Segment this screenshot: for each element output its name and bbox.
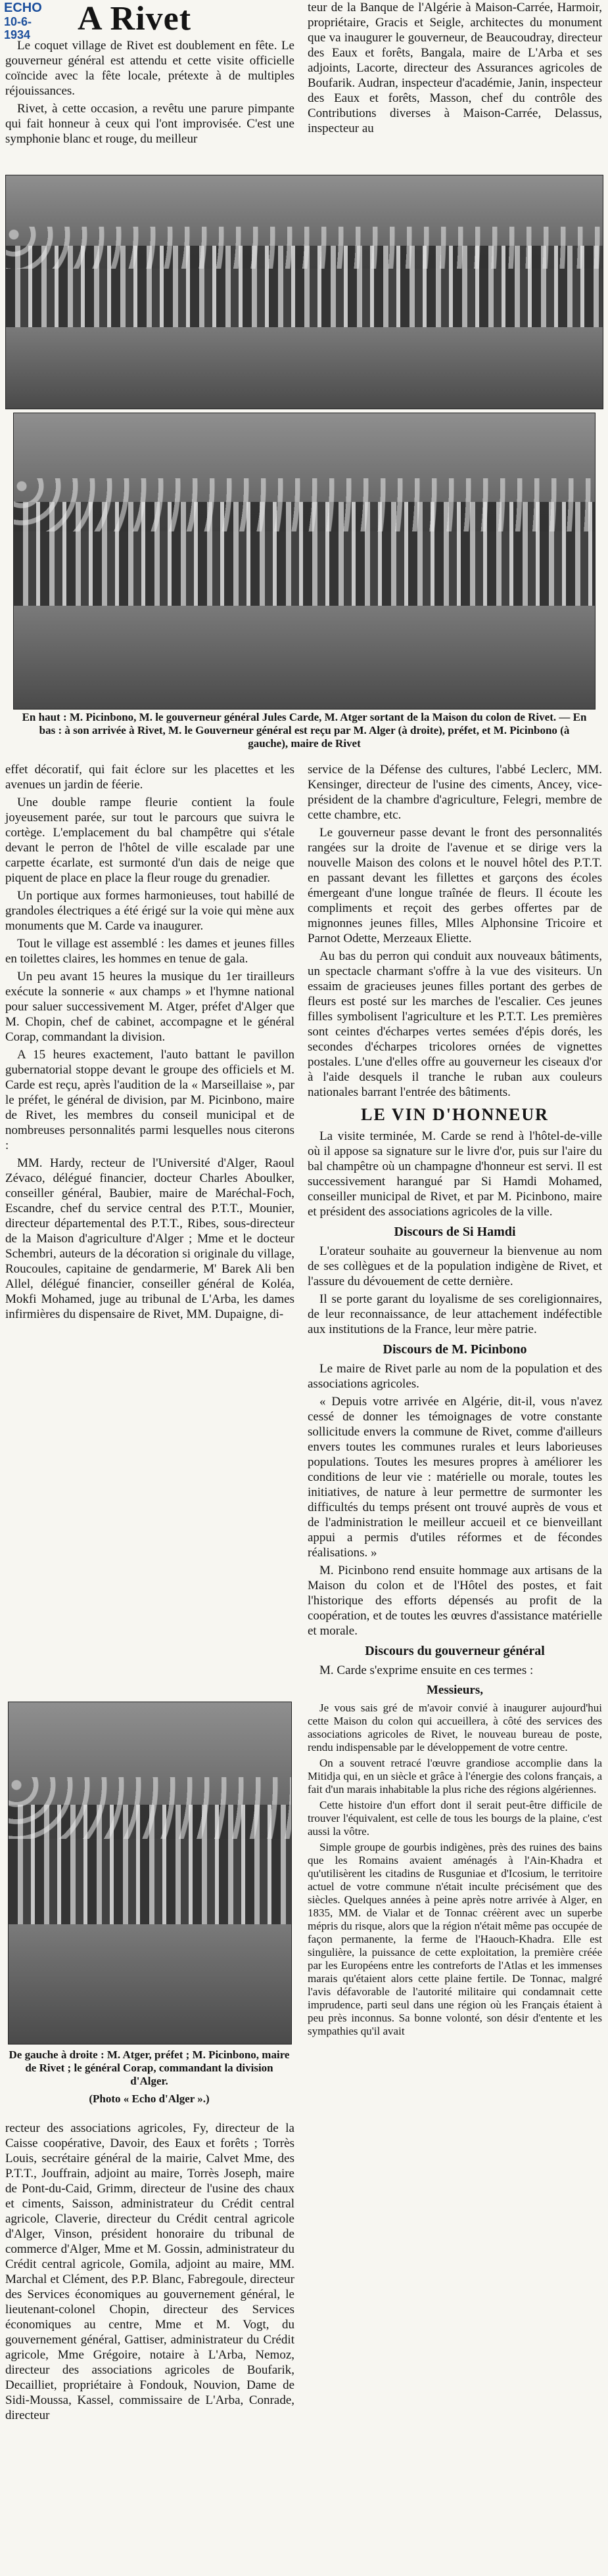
photo-credit: (Photo « Echo d'Alger ».): [89, 2092, 210, 2105]
gouv-paragraph-1: Je vous sais gré de m'avoir convié à inaugurer aujourd'hui cette Maison du colon qui accueillera, à côté des services des associations agricoles de Rivet, le nouveau bureau de poste, rendu indispensable par le développement de votre centre.: [308, 1702, 602, 1753]
gouv-paragraph-2: On a souvent retracé l'œuvre grandiose accomplie dans la Mitidja qui, en un siècle et grâce à l'énergie des colons français, a fait d'un marais inhabitable la plus riche des régions algériennes.: [308, 1757, 602, 1796]
photo-arrival-governor: [13, 413, 596, 710]
hamdi-paragraph-1: L'orateur souhaite au gouverneur la bienvenue au nom de ses collègues et de la population indigène de Rivet, et l'assure du dévouement de cette dernière.: [308, 1244, 602, 1288]
masthead: [4, 1, 50, 41]
intro-paragraph-1: Le coquet village de Rivet est doublement en fête. Le gouverneur général est attendu et cette visite officielle coïncide avec la fête locale, prétexte à de multiples réjouissances.: [5, 39, 294, 98]
right-paragraph-1: service de la Défense des cultures, l'abbé Leclerc, MM. Kensinger, directeur de l'usine des ciments, Ancey, vice-président de la chambre d'agriculture, Felegri, membre de cette chambre, etc.: [308, 763, 602, 822]
left-paragraph-5: Un peu avant 15 heures la musique du 1er tirailleurs exécute la sonnerie « aux champs » et l'hymne national pour saluer successivement M. Atger, préfet d'Alger que M. Chopin, chef de cabinet, accompagne et le général Corap, commandant la division.: [5, 970, 294, 1044]
salutation: Messieurs,: [426, 1683, 483, 1697]
gouv-paragraph-3: Cette histoire d'un effort dont il serait peut-être difficile de trouver l'équivalent, est celle de tous les bourgs de la plaine, c'est aussi la vôtre.: [308, 1799, 602, 1838]
section-heading-vin-d-honneur: LE VIN D'HONNEUR: [361, 1105, 549, 1124]
photo-top-officials: [5, 175, 603, 409]
left-paragraph-1: effet décoratif, qui fait éclore sur les placettes et les avenues un jardin de féerie.: [5, 763, 294, 792]
section-heading-si-hamdi: Discours de Si Hamdi: [394, 1225, 516, 1239]
bottom-left-paragraph: recteur des associations agricoles, Fy, directeur de la Caisse coopérative, Davoir, des Eaux et forêts ; Torrès Louis, secrétaire général de la mairie, Calvet Mme, des P.T.T., Jouffrain, adjoint au maire, Torrès Joseph, maire de Pont-du-Caid, Grimm, directeur de l'usine des chaux et ciments, Saisson, administrateur du Crédit central agricole, Claverie, directeur du Crédit central agricole d'Alger, Vinson, président honoraire du tribunal de commerce d'Alger, Mme et M. Gossin, administrateur du Crédit central agricole, Gomila, adjoint au maire, MM. Marchal et Clément, des P.P. Blanc, Fabregoule, directeur des Services économiques au gouvernement général, le lieutenant-colonel Chopin, directeur des Services économiques au centre, Mme et M. Vogt, du gouvernement général, Gattiser, administrateur du Crédit agricole, Mme Grégoire, notaire à L'Arba, Nemoz, directeur des associations agricoles de Boufarik, Decailliet, propriétaire à Fondouk, Nouvion, Dame de Sidi-Moussa, Kassel, commissaire de L'Arba, Conrade, directeur: [5, 2121, 294, 2422]
right-paragraph-2: Le gouverneur passe devant le front des personnalités rangées sur la droite de l'avenue et se dirige vers la nouvelle Maison des colons et le nouvel hôtel des P.T.T. en passant devant les fillettes et garçons des écoles émergeant d'une longue traînée de fleurs. Il écoute les compliments et reçoit des gerbes offertes par de mignonnes jeunes filles, Mlles Alphonsine Tricoire et Parnot Odette, Merzeaux Eliette.: [308, 826, 602, 945]
section-heading-gouverneur: Discours du gouverneur général: [365, 1644, 545, 1658]
picinbono-paragraph-2: « Depuis votre arrivée en Algérie, dit-il, vous n'avez cessé de donner les témoignages de votre constante sollicitude envers la commune de Rivet, comme d'ailleurs envers toutes les communes rurales et leurs laborieuses populations. Toutes les mesures propres à améliorer les conditions de leur vie : matérielle ou morale, toutes les initiatives, de nature à leur permettre de surmonter les difficultés du temps présent ont trouvé auprès de vous et de l'administration le meilleur accueil et ce bienveillant appui a permis d'utiles réformes et de fécondes réalisations. »: [308, 1395, 602, 1560]
intro-right-paragraph: teur de la Banque de l'Algérie à Maison-Carrée, Harmoir, propriétaire, Gracis et Seigle, architectes du monument que va inaugurer le gouverneur, de Beaucoudray, directeur des Eaux et forêts, Bangala, maire de L'Arba et ses adjoints, Lacorte, directeur des Assurances agricoles de Boufarik. Audran, inspecteur d'académie, Janin, inspecteur des Eaux et forêts, Masson, chef du contrôle des Contributions diverses à Maison-Carrée, Delassus, inspecteur au: [308, 1, 602, 135]
gouv-intro: M. Carde s'exprime ensuite en ces termes :: [319, 1663, 534, 1677]
left-paragraph-2: Une double rampe fleurie contient la foule joyeusement parée, sur tout le parcours que suivra le cortège. L'emplacement du bal champêtre qui s'étale devant le perron de l'hôtel de ville escalade par une carpette écarlate, est surmonté d'un dais de neige que piquent de place en place la fleur rouge du grenadier.: [5, 796, 294, 885]
hamdi-paragraph-2: Il se porte garant du loyalisme de ses coreligionnaires, de leur reconnaissance, de leur attachement indéfectible aux institutions de la France, leur mère patrie.: [308, 1292, 602, 1336]
right-paragraph-3: Au bas du perron qui conduit aux nouveaux bâtiments, un spectacle charmant s'offre à la vue des visiteurs. Un essaim de gracieuses jeunes filles portant des gerbes de fleurs est posté sur les marches de l'escalier. Ces jeunes filles symbolisent l'agriculture et les P.T.T. Les premières sont ceintes d'écharpes vertes semées d'épis dorés, les secondes d'écharpes tricolores ornées de vignettes postales. L'une d'elles offre au gouverneur les ciseaux d'or à l'aide desquels il tranche le ruban aux couleurs nationales barrant l'entrée des bâtiments.: [308, 949, 602, 1099]
left-paragraph-6: A 15 heures exactement, l'auto battant le pavillon gubernatorial stoppe devant le groupe des officiels et M. Carde est reçu, après l'audition de la « Marseillaise », par le préfet, le général de division, par M. Picinbono, maire de Rivet, les membres du conseil municipal et de nombreuses personnalités parmi lesquelles nous citerons :: [5, 1048, 294, 1152]
section-heading-picinbono: Discours de M. Picinbono: [383, 1342, 527, 1357]
bottom-left-column: [5, 2121, 294, 2426]
gouv-paragraph-4: Simple groupe de gourbis indigènes, près des ruines des bains que les Romains avaient aménagés à l'Ain-Khadra et qu'utilisèrent les citadins de Rusguniae et d'Icosium, le territoire actuel de votre commune n'était inculte précisément que des siècles. Quelques années à peine après notre arrivée à Alger, en 1835, MM. de Vialar et de Tonnac créèrent avec un superbe mépris du risque, alors que la région n'était même pas occupée de façon permanente, la ferme de l'Haouch-Khadra. Elle est singulière, la puissance de cette exploitation, la première créée par les Européens entre les contreforts de l'Atlas et les immenses marais qu'étaient alors cette plaine fertile. De Tonnac, malgré l'avis défavorable de l'autorité militaire qui condamnait cette imprudence, parti seul dans une région où les Français étaient à peu près inconnus. Sa bonne volonté, son désir d'entente et les sympathies qu'il avait: [308, 1841, 602, 2037]
left-paragraph-4: Tout le village est assemblé : les dames et jeunes filles en toilettes claires, les hommes en tenue de gala.: [5, 937, 294, 966]
photo-caption-2: De gauche à droite : M. Atger, préfet ; M. Picinbono, maire de Rivet ; le général Corap, commandant la division d'Alger.: [9, 2048, 290, 2087]
photo-caption: En haut : M. Picinbono, M. le gouverneur général Jules Carde, M. Atger sortant de la Maison du colon de Rivet. — En bas : à son arrivée à Rivet, M. le Gouverneur général est reçu par M. Alger (à droite), préfet, et M. Picinbono (à gauche), maire de Rivet: [22, 711, 587, 750]
left-paragraph-7: MM. Hardy, recteur de l'Université d'Alger, Raoul Zévaco, délégué financier, docteur Charles Aboulker, conseiller général, Baubier, maire de Maréchal-Foch, Escandre, chef du service central des P.T.T., Mounier, directeur départemental des P.T.T., Ribes, sous-directeur de la Maison d'agriculture d'Alger ; Mme et le docteur Schembri, auteurs de la décoration si originale du village, Roucoules, capitaine de gendarmerie, M' Barek Ali ben Allel, délégué financier, conseiller général de Koléa, Mokfi Mohamed, juge au tribunal de L'Arba, les dames infirmières du dispensaire de Rivet, MM. Dupaigne, di-: [5, 1156, 294, 1321]
picinbono-paragraph-3: M. Picinbono rend ensuite hommage aux artisans de la Maison du colon et de l'Hôtel des postes, et fait l'historique des efforts dépensés au profit de la coopération, et de toutes les œuvres d'assistance matérielle et morale.: [308, 1564, 602, 1638]
newspaper-name: ECHO: [4, 1, 42, 15]
left-column: [5, 762, 294, 1324]
vin-paragraph-1: La visite terminée, M. Carde se rend à l'hôtel-de-ville où il appose sa signature sur le livre d'or, puis sur l'aire du bal champêtre où un champagne d'honneur est servi. Il est successivement harangué par Si Hamdi Mohamed, conseiller municipal de Rivet, et par M. Picinbono, maire et président des associations agricoles de la ville.: [308, 1129, 602, 1219]
picinbono-paragraph-1: Le maire de Rivet parle au nom de la population et des associations agricoles.: [308, 1362, 602, 1391]
intro-paragraph-2: Rivet, à cette occasion, a revêtu une parure pimpante qui fait honneur à ceux qui l'ont improvisée. C'est une symphonie blanc et rouge, du meilleur: [5, 102, 294, 146]
right-column: [308, 762, 602, 2041]
left-paragraph-3: Un portique aux formes harmonieuses, tout habillé de grandoles électriques a été érigé sur la voie qui mène aux monuments que M. Carde va inaugurer.: [5, 889, 294, 933]
article-headline: A Rivet: [78, 0, 192, 37]
photo-prefect-mayor-general: [8, 1702, 292, 2045]
publication-date: 10-6-1934: [4, 15, 32, 41]
intro-right-column: [308, 0, 602, 139]
intro-left-column: [5, 38, 294, 149]
